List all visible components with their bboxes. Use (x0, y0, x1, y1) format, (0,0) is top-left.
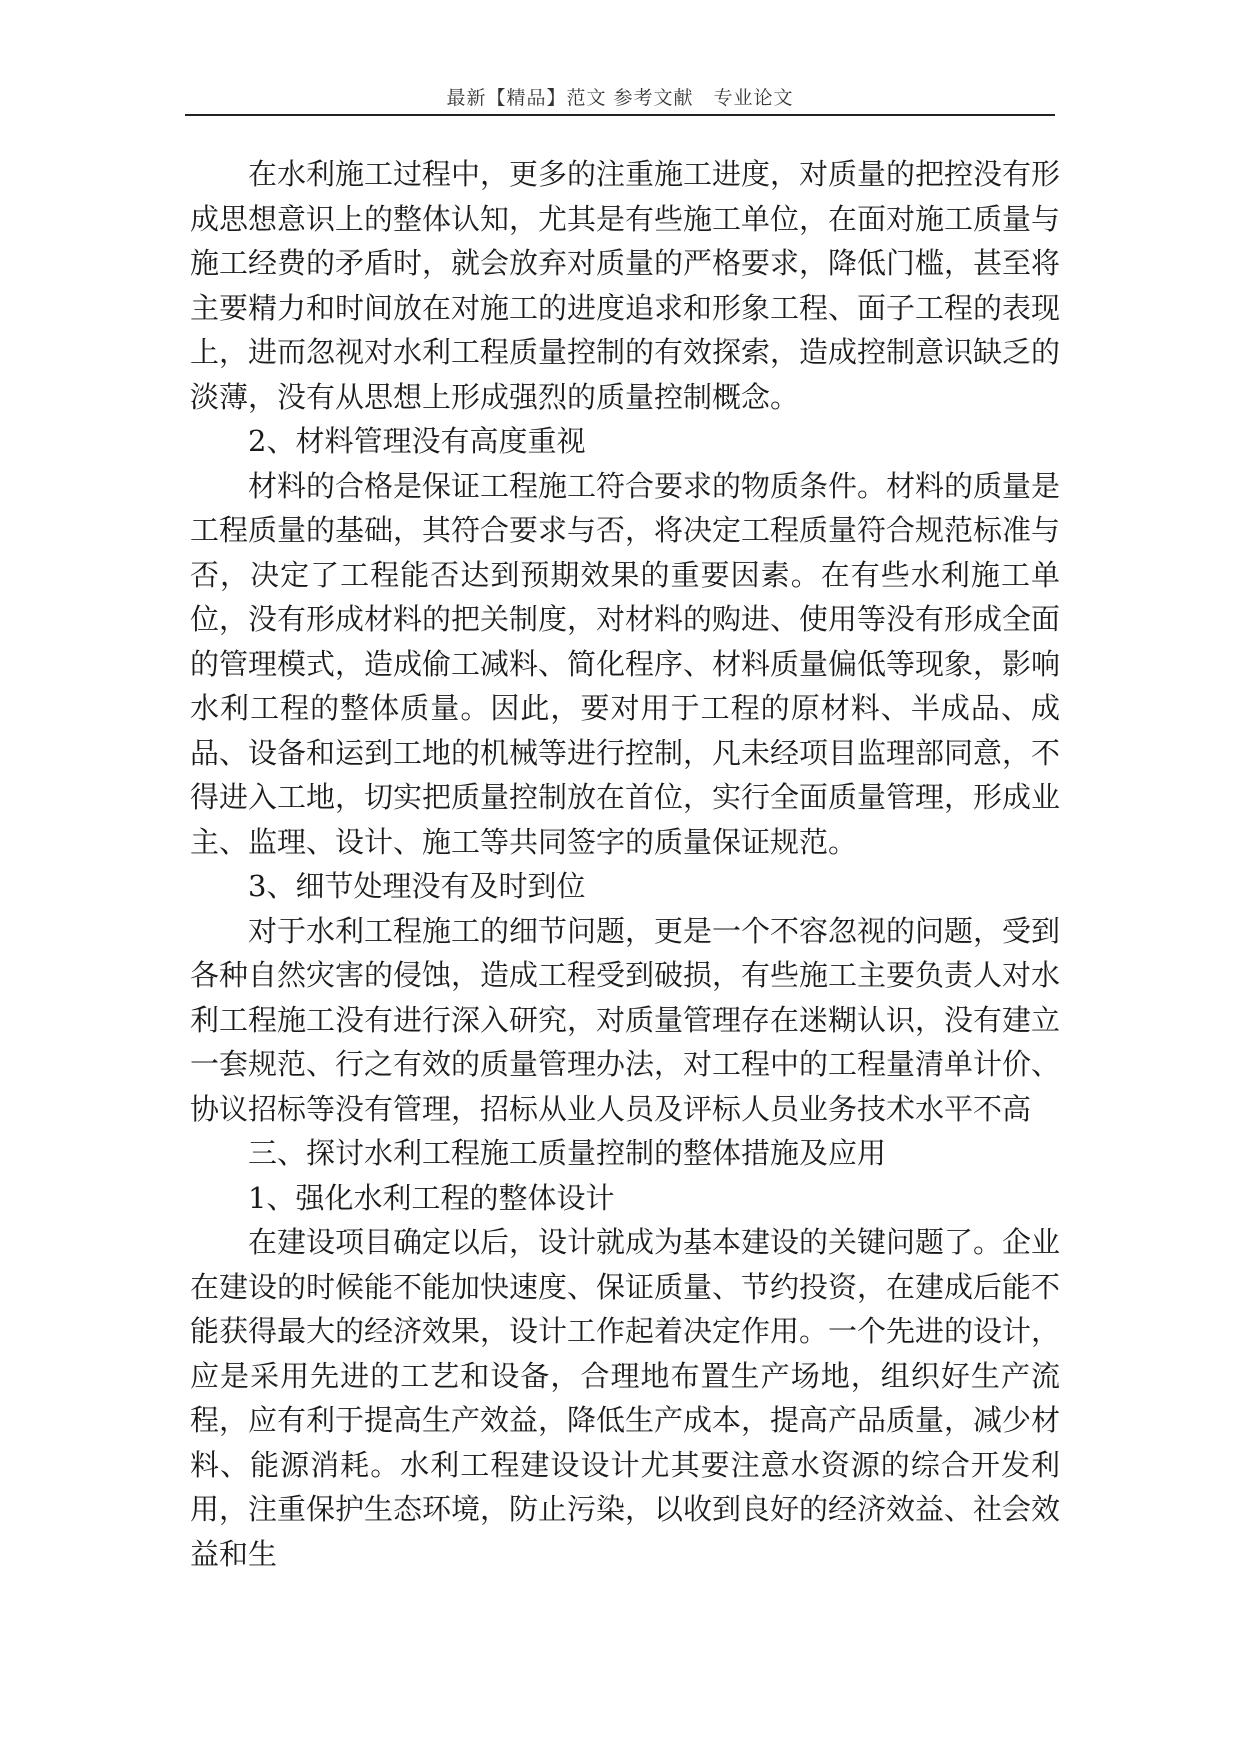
paragraph-design: 在建设项目确定以后，设计就成为基本建设的关键问题了。企业在建设的时候能不能加快速度、保证质量、节约投资，在建成后能不能获得最大的经济效果，设计工作起着决定作用。一个先进的设计，应是采用先进的工艺和设备，合理地布置生产场地，组织好生产流程，应有利于提高生产效益，降低生产成本，提高产品质量，减少材料、能源消耗。水利工程建设设计尤其要注意水资源的综合开发利用，注重保护生态环境，防止污染，以收到良好的经济效益、社会效益和生 (190, 1225, 1061, 1571)
paragraph-details: 对于水利工程施工的细节问题，更是一个不容忽视的问题，受到各种自然灾害的侵蚀，造成工程受到破损，有些施工主要负责人对水利工程施工没有进行深入研究，对质量管理存在迷糊认识，没有建立一套规范、行之有效的质量管理办法，对工程中的工程量清单计价、协议招标等没有管理，招标从业人员及评标人员业务技术水平不高 (190, 913, 1061, 1126)
chapter-heading-measures: 三、探讨水利工程施工质量控制的整体措施及应用 (248, 1136, 887, 1170)
paragraph-quality-awareness: 在水利施工过程中，更多的注重施工进度，对质量的把控没有形成思想意识上的整体认知，尤其是有些施工单位，在面对施工质量与施工经费的矛盾时，就会放弃对质量的严格要求，降低门槛，甚至将主要精力和时间放在对施工的进度追求和形象工程、面子工程的表现上，进而忽视对水利工程质量控制的有效探索，造成控制意识缺乏的淡薄，没有从思想上形成强烈的质量控制概念。 (190, 157, 1061, 414)
section-heading-design: 1、强化水利工程的整体设计 (248, 1180, 615, 1215)
paragraph-materials: 材料的合格是保证工程施工符合要求的物质条件。材料的质量是工程质量的基础，其符合要求与否，将决定工程质量符合规范标准与否，决定了工程能否达到预期效果的重要因素。在有些水利施工单位，没有形成材料的把关制度，对材料的购进、使用等没有形成全面的管理模式，造成偷工减料、简化程序、材料质量偏低等现象，影响水利工程的整体质量。因此，要对用于工程的原材料、半成品、成品、设备和运到工地的机械等进行控制，凡未经项目监理部同意，不得进入工地，切实把质量控制放在首位，实行全面质量管理，形成业主、监理、设计、施工等共同签字的质量保证规范。 (190, 468, 1061, 859)
document-body (190, 152, 1060, 1576)
section-heading-details: 3、细节处理没有及时到位 (248, 869, 586, 903)
section-heading-materials: 2、材料管理没有高度重视 (248, 424, 586, 458)
header-divider (185, 114, 1055, 116)
page-header: 最新【精品】范文 参考文献 专业论文 (446, 87, 794, 109)
